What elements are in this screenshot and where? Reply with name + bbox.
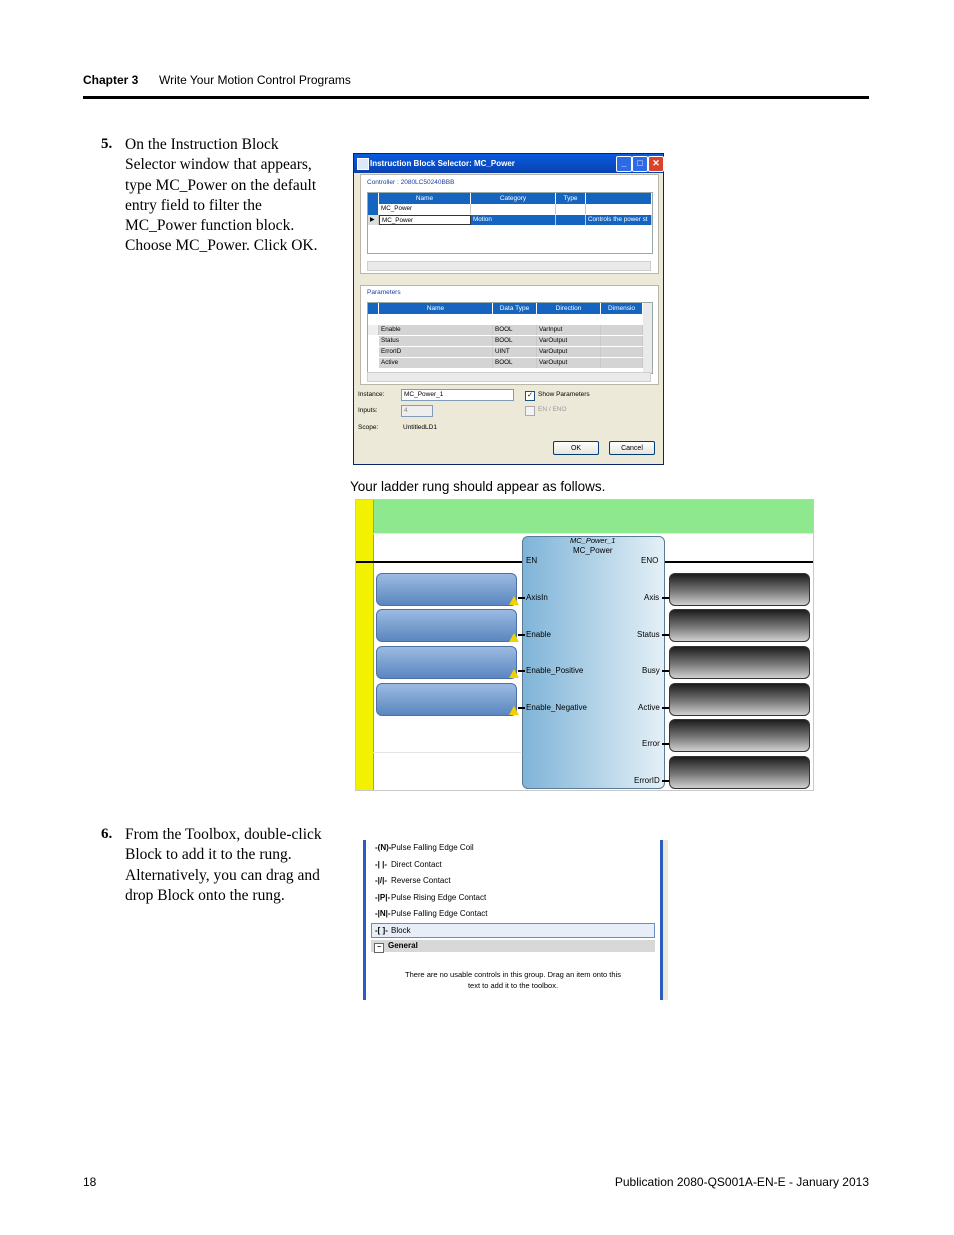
- ladder-caption: Your ladder rung should appear as follows.: [350, 479, 606, 494]
- param-col-dimension[interactable]: Dimensio: [601, 303, 643, 314]
- pin-eno: ENO: [641, 556, 659, 565]
- header-rule: [83, 96, 869, 99]
- pin-enable-positive: Enable_Positive: [526, 666, 584, 675]
- coil-icon: -(N)-: [375, 843, 392, 852]
- row-selector-icon: ▶: [368, 215, 379, 225]
- param-direction: VarOutput: [537, 336, 601, 346]
- input-variable-enable-negative[interactable]: [376, 683, 517, 716]
- pin-enable-negative: Enable_Negative: [526, 703, 587, 712]
- output-variable-error[interactable]: [669, 719, 810, 752]
- pin-error: Error: [642, 739, 660, 748]
- filter-category-input[interactable]: [471, 204, 556, 214]
- dialog-title-bar: [354, 154, 663, 173]
- param-col-type[interactable]: Data Type: [493, 303, 537, 314]
- block-list-group: [360, 174, 659, 274]
- toolbox-panel: [363, 840, 668, 1000]
- block-instance-name: MC_Power_1: [570, 536, 616, 545]
- toolbox-item-direct-contact[interactable]: -| |- Direct Contact: [375, 860, 442, 869]
- mc-power-block[interactable]: [522, 536, 665, 789]
- window-icon: [357, 158, 369, 170]
- toolbox-item-pulse-falling-edge-contact[interactable]: -|N|-Pulse Falling Edge Contact: [375, 909, 488, 918]
- reverse-contact-icon: -|/|-: [375, 876, 388, 885]
- toolbox-item-pulse-falling-edge-coil[interactable]: -(N)-Pulse Falling Edge Coil: [375, 843, 474, 852]
- parameters-grid: [367, 302, 653, 374]
- toolbox-empty-text: There are no usable controls in this group. Drag an item onto this text to add it to the toolbox.: [405, 970, 621, 990]
- parameters-vscroll[interactable]: [643, 303, 652, 373]
- instance-input[interactable]: MC_Power_1: [401, 389, 514, 401]
- show-parameters-label: Show Parameters: [538, 391, 590, 398]
- ok-button[interactable]: OK: [553, 441, 599, 455]
- inputs-stepper[interactable]: 4: [401, 405, 433, 417]
- maximize-icon[interactable]: □: [632, 156, 648, 172]
- col-name[interactable]: Name: [379, 193, 471, 204]
- dialog-title: Instruction Block Selector: MC_Power: [370, 159, 515, 168]
- block-type-name: MC_Power: [573, 546, 613, 555]
- filter-type-input[interactable]: [556, 204, 586, 214]
- toolbox-group-label: General: [388, 941, 418, 950]
- rung-wire-right: [665, 561, 813, 563]
- input-variable-axisin[interactable]: [376, 573, 517, 606]
- rung-wire-left: [356, 561, 522, 563]
- chapter-title: Write Your Motion Control Programs: [159, 73, 351, 87]
- collapse-icon[interactable]: −: [374, 943, 384, 953]
- param-name: Active: [379, 358, 493, 368]
- en-eno-label: EN / ENO: [538, 406, 567, 413]
- step-5-number: 5.: [101, 136, 113, 152]
- en-eno-checkbox[interactable]: [525, 406, 535, 416]
- show-parameters-checkbox[interactable]: ✓: [525, 391, 535, 401]
- param-name: ErrorID: [379, 347, 493, 357]
- toolbox-group-general[interactable]: [371, 940, 655, 952]
- block-row-type[interactable]: [556, 215, 586, 225]
- parameters-hscroll[interactable]: [367, 372, 651, 382]
- toolbox-item-pulse-rising-edge-contact[interactable]: -|P|-Pulse Rising Edge Contact: [375, 893, 487, 902]
- instruction-block-selector-dialog: [353, 153, 664, 465]
- block-row-category[interactable]: Motion: [471, 215, 556, 225]
- output-variable-errorid[interactable]: [669, 756, 810, 789]
- param-type: UINT: [493, 347, 537, 357]
- output-variable-status[interactable]: [669, 609, 810, 642]
- input-variable-enable-positive[interactable]: [376, 646, 517, 679]
- param-type: BOOL: [493, 325, 537, 335]
- pin-axisin: AxisIn: [526, 593, 548, 602]
- col-category[interactable]: Category: [471, 193, 556, 204]
- param-col-name[interactable]: Name: [379, 303, 493, 314]
- param-name: Enable: [379, 325, 493, 335]
- step-6-text: From the Toolbox, double-click Block to add it to the rung. Alternatively, you can drag and drop Block onto the rung.: [125, 826, 322, 904]
- falling-edge-contact-icon: -|N|-: [375, 909, 391, 918]
- toolbox-item-block-highlight: [371, 923, 655, 938]
- param-col-direction[interactable]: Direction: [537, 303, 601, 314]
- input-variable-enable[interactable]: [376, 609, 517, 642]
- block-row-name[interactable]: MC_Power: [379, 215, 471, 225]
- output-variable-axis[interactable]: [669, 573, 810, 606]
- left-power-rail: [356, 500, 374, 791]
- rung-header: [373, 500, 813, 533]
- param-direction: VarOutput: [537, 347, 601, 357]
- minimize-icon[interactable]: _: [616, 156, 632, 172]
- step-5-text: On the Instruction Block Selector window that appears, type MC_Power on the default entry field to filter the MC_Power function block. Choose MC_Power. Click OK.: [125, 136, 318, 255]
- block-row-description[interactable]: Controls the power st: [586, 215, 652, 225]
- rising-edge-contact-icon: -|P|-: [375, 893, 391, 902]
- toolbox-item-reverse-contact[interactable]: -|/|- Reverse Contact: [375, 876, 451, 885]
- pin-status: Status: [637, 630, 660, 639]
- page-number: 18: [83, 1175, 97, 1189]
- parameters-group: [360, 285, 659, 385]
- toolbox-item-block[interactable]: -[ ]- Block: [375, 926, 411, 935]
- contact-icon: -| |-: [375, 860, 388, 869]
- output-variable-busy[interactable]: [669, 646, 810, 679]
- step-6-number: 6.: [101, 826, 113, 842]
- param-type: BOOL: [493, 336, 537, 346]
- chapter-label: Chapter 3: [83, 73, 139, 87]
- ladder-rung: [355, 499, 814, 791]
- param-name: Status: [379, 336, 493, 346]
- scope-value: UntitledLD1: [403, 424, 437, 431]
- block-icon: -[ ]-: [375, 926, 388, 935]
- param-direction: VarInput: [537, 325, 601, 335]
- block-grid: [367, 192, 653, 254]
- pin-en: EN: [526, 556, 538, 565]
- param-direction: VarOutput: [537, 358, 601, 368]
- inputs-label: Inputs:: [358, 407, 378, 414]
- col-type[interactable]: Type: [556, 193, 586, 204]
- pin-busy: Busy: [642, 666, 660, 675]
- output-variable-active[interactable]: [669, 683, 810, 716]
- pin-errorid: ErrorID: [634, 776, 660, 785]
- close-icon[interactable]: ✕: [648, 156, 664, 172]
- instance-label: Instance:: [358, 391, 385, 398]
- block-grid-scrollbar[interactable]: [367, 261, 651, 271]
- filter-name-input[interactable]: MC_Power: [379, 204, 471, 214]
- pin-axis: Axis: [644, 593, 660, 602]
- publication-id: Publication 2080-QS001A-EN-E - January 2013: [614, 1175, 869, 1189]
- pin-active: Active: [638, 703, 660, 712]
- controller-label: Controller : 2080LC50240BBB: [367, 179, 455, 186]
- parameters-label: Parameters: [367, 289, 401, 296]
- cancel-button[interactable]: Cancel: [609, 441, 655, 455]
- param-type: BOOL: [493, 358, 537, 368]
- scope-label: Scope:: [358, 424, 379, 431]
- pin-enable: Enable: [526, 630, 551, 639]
